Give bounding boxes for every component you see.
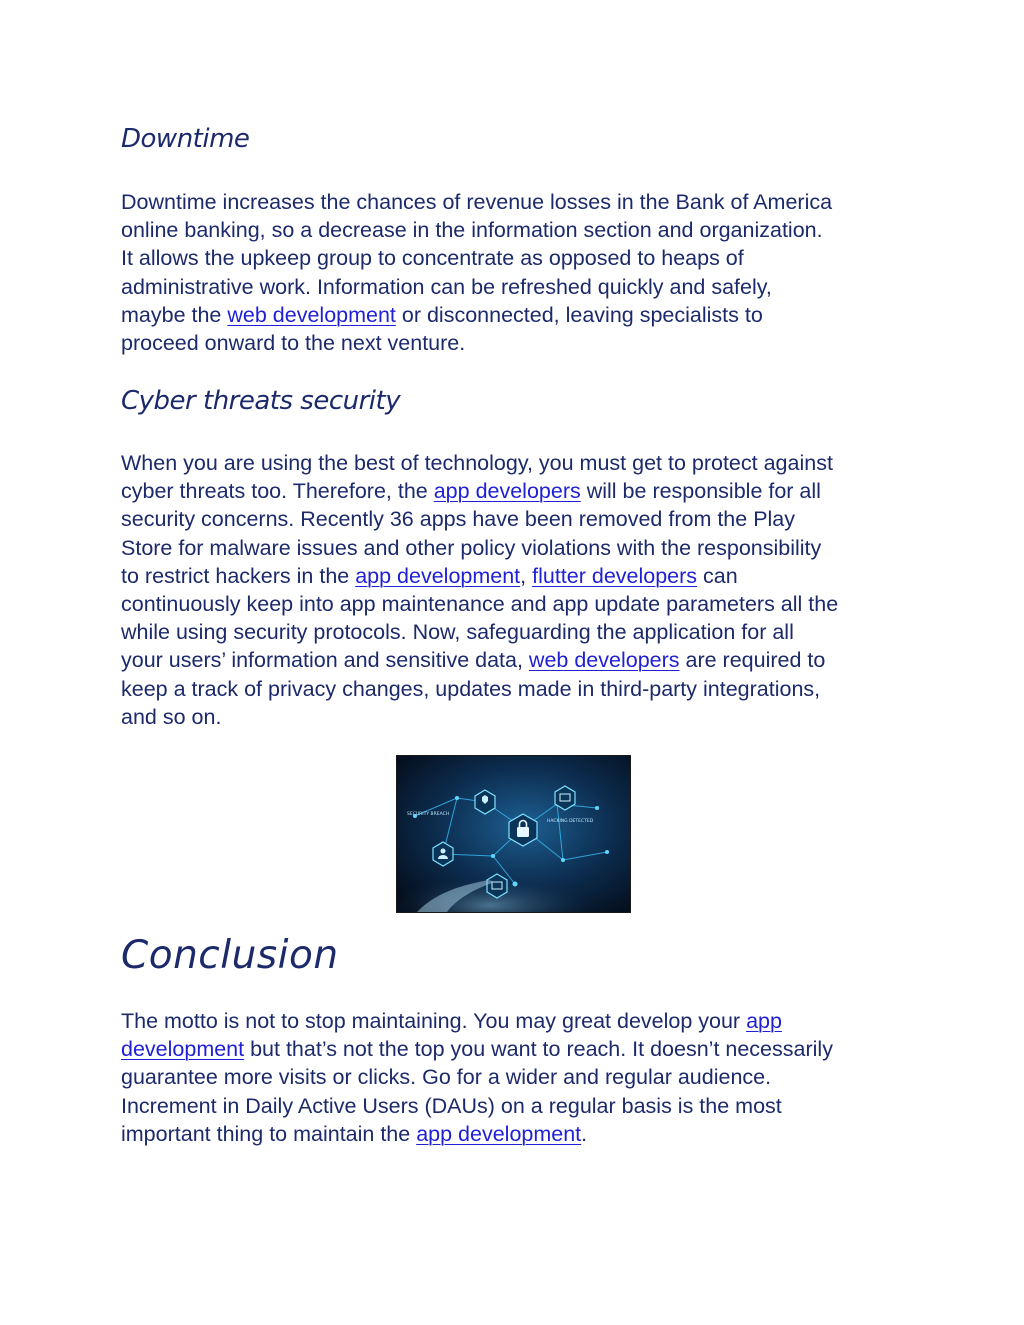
text-line: development but that’s not the top you want to reach. It doesn’t necessarily [121, 1037, 833, 1062]
link-app-development-end[interactable]: development [121, 1037, 245, 1062]
text-line: Store for malware issues and other policy violations with the responsibility [121, 535, 822, 560]
link-app-developers[interactable]: app developers [433, 479, 581, 504]
link-web-development[interactable]: web development [227, 302, 396, 327]
cyber-security-image [396, 755, 631, 913]
network-security-illustration [397, 756, 630, 912]
text-line: Increment in Daily Active Users (DAUs) on a regular basis is the most [121, 1093, 782, 1118]
paragraph-cyber-threats [121, 449, 911, 731]
text-line: while using security protocols. Now, safeguarding the application for all [121, 620, 794, 645]
text-line: keep a track of privacy changes, updates made in third-party integrations, [121, 676, 821, 701]
text-line: It allows the upkeep group to concentrate as opposed to heaps of [121, 246, 744, 271]
text-line: When you are using the best of technology, you must get to protect against [121, 451, 833, 475]
heading-cyber-threats-security: Cyber threats security [121, 386, 401, 416]
text-line: administrative work. Information can be refreshed quickly and safely, [121, 274, 772, 299]
text-line: cyber threats too. Therefore, the app developers will be responsible for all [121, 479, 821, 504]
text-line: your users’ information and sensitive data, web developers are required to [121, 648, 826, 673]
link-web-developers[interactable]: web developers [528, 648, 680, 673]
text-line: important thing to maintain the app development. [121, 1121, 588, 1146]
heading-conclusion: Conclusion [121, 933, 339, 978]
text-line: security concerns. Recently 36 apps have been removed from the Play [121, 507, 796, 532]
text-line: Downtime increases the chances of revenue losses in the Bank of America [121, 190, 833, 214]
text-line: guarantee more visits or clicks. Go for a wider and regular audience. [121, 1065, 772, 1090]
text-line: continuously keep into app maintenance and app update parameters all the [121, 592, 839, 617]
heading-downtime: Downtime [121, 124, 250, 154]
text-line: and so on. [121, 704, 222, 729]
text-line: online banking, so a decrease in the information section and organization. [121, 218, 823, 243]
image-label-security-breach: SECURITY BREACH [407, 812, 450, 817]
image-label-hacking-detected: HACKING DETECTED [547, 819, 594, 824]
link-app-development-start[interactable]: app [746, 1009, 782, 1033]
link-app-development[interactable]: app development [355, 563, 521, 588]
link-flutter-developers[interactable]: flutter developers [532, 563, 698, 588]
text-line: The motto is not to stop maintaining. You may great develop your app [121, 1009, 782, 1033]
text-line: proceed onward to the next venture. [121, 331, 466, 356]
link-app-development-final[interactable]: app development [416, 1121, 582, 1146]
paragraph-conclusion [121, 1007, 911, 1148]
text-line: maybe the web development or disconnected, leaving specialists to [121, 302, 763, 327]
text-line: to restrict hackers in the app development, flutter developers can [121, 563, 738, 588]
paragraph-downtime [121, 188, 911, 357]
